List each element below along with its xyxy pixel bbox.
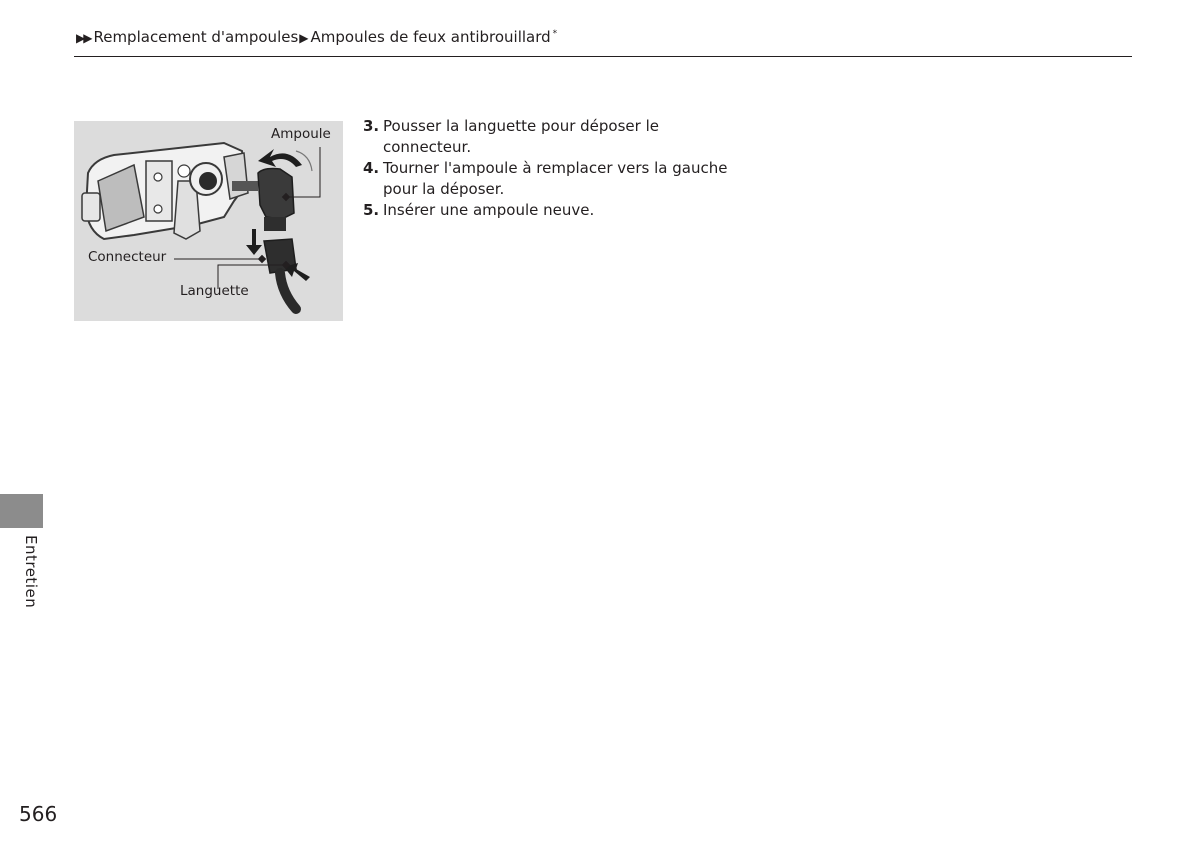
arrow-icon: ▶: [299, 31, 309, 45]
step-number: 4.: [363, 159, 380, 177]
breadcrumb-section: Remplacement d'ampoules: [93, 28, 299, 46]
chapter-tab: [0, 494, 43, 528]
step-number: 5.: [363, 201, 380, 219]
mount-tab-shape: [82, 193, 100, 221]
screw-icon: [178, 165, 190, 177]
step-item: [363, 158, 743, 200]
header-rule: [74, 56, 1132, 57]
breadcrumb-subsection: Ampoules de feux antibrouillard: [310, 28, 551, 46]
bulb-opening-shape: [199, 172, 217, 190]
bulb-stem-shape: [232, 181, 258, 191]
page-number: 566: [19, 802, 58, 826]
bulb-base-shape: [264, 217, 286, 231]
fog-light-illustration: [74, 121, 343, 321]
bulb-label: Ampoule: [271, 126, 331, 142]
footnote-marker: *: [552, 29, 558, 39]
double-arrow-icon: ▶▶: [76, 31, 91, 45]
wire-harness-shape: [280, 273, 296, 309]
screw-icon: [154, 173, 162, 181]
leader-dot-icon: [258, 255, 266, 263]
bulb-shape: [258, 169, 294, 220]
screw-icon: [154, 205, 162, 213]
step-text: Tourner l'ampoule à remplacer vers la gauche pour la déposer.: [383, 159, 728, 198]
step-text: Pousser la languette pour déposer le connecteur.: [383, 117, 659, 156]
step-item: [363, 200, 743, 221]
rotate-left-arrow-icon: [258, 149, 302, 167]
step-item: [363, 116, 743, 158]
step-text: Insérer une ampoule neuve.: [383, 201, 595, 219]
tab-label: Languette: [180, 283, 249, 299]
instruction-steps: [363, 116, 743, 221]
down-arrow-icon: [246, 229, 262, 255]
breadcrumb: [76, 24, 557, 48]
connector-label: Connecteur: [88, 249, 167, 265]
step-number: 3.: [363, 117, 380, 135]
chapter-label: Entretien: [22, 535, 40, 609]
